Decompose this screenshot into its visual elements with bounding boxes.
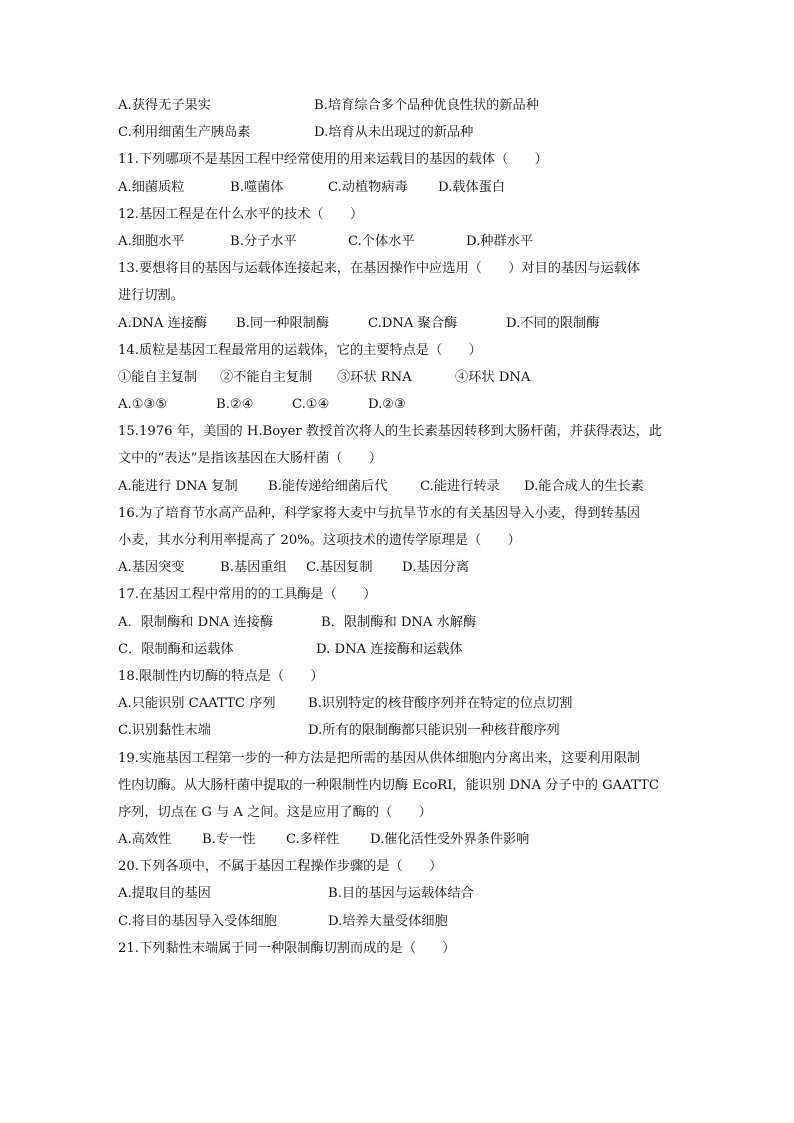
answer-option: D.催化活性受外界条件影响 xyxy=(370,832,530,848)
answer-option: A.细胞水平 xyxy=(118,233,185,249)
answer-option: C.利用细菌生产胰岛素 xyxy=(118,125,251,141)
option-row xyxy=(118,92,688,119)
answer-option: B．限制酶和 DNA 水解酶 xyxy=(321,614,477,630)
answer-option: A．限制酶和 DNA 连接酶 xyxy=(118,614,274,630)
question-text: 12.基因工程是在什么水平的技术（ ） xyxy=(118,206,364,222)
answer-option: ①能自主复制 xyxy=(118,369,198,385)
answer-option: B.基因重组 xyxy=(220,560,287,576)
answer-option: C.①④ xyxy=(292,397,330,413)
answer-option: C.识别黏性末端 xyxy=(118,723,211,739)
option-row xyxy=(118,880,688,907)
answer-option: A.只能识别 CAATTC 序列 xyxy=(118,696,276,712)
answer-option: ④环状 DNA xyxy=(455,369,531,385)
option-row xyxy=(118,717,688,744)
option-row xyxy=(118,636,688,663)
option-row xyxy=(118,391,688,418)
answer-option: D.所有的限制酶都只能识别一种核苷酸序列 xyxy=(308,723,560,739)
answer-option: A.①③⑤ xyxy=(118,397,168,413)
option-row xyxy=(118,228,688,255)
question-text: 19.实施基因工程第一步的一种方法是把所需的基因从供体细胞内分离出来，这要利用限制 xyxy=(118,750,641,766)
answer-option: D.培育从未出现过的新品种 xyxy=(314,125,474,141)
answer-option: D.不同的限制酶 xyxy=(506,315,600,331)
answer-option: B.专一性 xyxy=(202,832,256,848)
answer-option: B.识别特定的核苷酸序列并在特定的位点切割 xyxy=(308,696,573,712)
question-text: 18.限制性内切酶的特点是（ ） xyxy=(118,668,324,684)
question-text: 序列，切点在 G 与 A 之间。这是应用了酶的（ ） xyxy=(118,804,432,820)
question-text: 20.下列各项中，不属于基因工程操作步骤的是（ ） xyxy=(118,859,443,875)
answer-option: B.②④ xyxy=(216,397,254,413)
answer-option: A.DNA 连接酶 xyxy=(118,315,208,331)
answer-option: A.高效性 xyxy=(118,832,172,848)
answer-option: A.能进行 DNA 复制 xyxy=(118,478,238,494)
answer-option: C.能进行转录 xyxy=(420,478,500,494)
option-row xyxy=(118,364,688,391)
question-text: 14.质粒是基因工程最常用的运载体，它的主要特点是（ ） xyxy=(118,342,482,358)
option-row xyxy=(118,174,688,201)
question-text: 性内切酶。从大肠杆菌中提取的一种限制性内切酶 EcoRI，能识别 DNA 分子中的 GAATTC xyxy=(118,777,659,793)
answer-option: B.同一种限制酶 xyxy=(236,315,330,331)
answer-option: B.分子水平 xyxy=(230,233,297,249)
option-row xyxy=(118,554,688,581)
answer-option: A.提取目的基因 xyxy=(118,886,211,902)
answer-option: C.将目的基因导入受体细胞 xyxy=(118,913,277,929)
answer-option: A.获得无子果实 xyxy=(118,98,211,113)
option-row xyxy=(118,119,688,146)
question-text: 13.要想将目的基因与运载体连接起来，在基因操作中应选用（ ）对目的基因与运载体 xyxy=(118,261,641,277)
question-text: 17.在基因工程中常用的的工具酶是（ ） xyxy=(118,587,377,603)
answer-option: D.基因分离 xyxy=(402,560,470,576)
option-row xyxy=(118,826,688,853)
question-text: 小麦，其水分利用率提高了 20%。这项技术的遗传学原理是（ ） xyxy=(118,533,521,548)
answer-option: C.个体水平 xyxy=(348,233,415,249)
question-text: 21.下列黏性末端属于同一种限制酶切割而成的是（ ） xyxy=(118,940,456,956)
answer-option: B.噬菌体 xyxy=(230,179,284,195)
question-text: 11.下列哪项不是基因工程中经常使用的用来运载目的基因的载体（ ） xyxy=(118,152,548,168)
answer-option: A.细菌质粒 xyxy=(118,179,185,195)
option-row xyxy=(118,690,688,717)
answer-option: B.培育综合多个品种优良性状的新品种 xyxy=(314,98,539,113)
answer-option: ②不能自主复制 xyxy=(220,369,313,385)
answer-option: D.载体蛋白 xyxy=(438,179,506,195)
option-row xyxy=(118,908,688,935)
question-list xyxy=(118,92,688,962)
answer-option: D.能合成人的生长素 xyxy=(524,478,644,494)
question-text: 15.1976 年，美国的 H.Boyer 教授首次将人的生长素基因转移到大肠杆菌，并获得表达，此 xyxy=(118,424,662,440)
answer-option: B.目的基因与运载体结合 xyxy=(328,886,474,902)
question-text: 16.为了培育节水高产品种，科学家将大麦中与抗旱节水的有关基因导入小麦，得到转基因 xyxy=(118,505,641,521)
answer-option: D. DNA 连接酶和运载体 xyxy=(316,641,463,657)
option-row xyxy=(118,473,688,500)
answer-option: A.基因突变 xyxy=(118,560,185,576)
question-text: 文中的“表达”是指该基因在大肠杆菌（ ） xyxy=(118,451,383,467)
answer-option: D.种群水平 xyxy=(466,233,534,249)
answer-option: C.多样性 xyxy=(286,832,340,848)
option-row xyxy=(118,609,688,636)
answer-option: D.②③ xyxy=(368,397,406,413)
answer-option: C.DNA 聚合酶 xyxy=(368,315,458,331)
answer-option: C．限制酶和运载体 xyxy=(118,641,234,657)
answer-option: C.动植物病毒 xyxy=(328,179,408,195)
answer-option: B.能传递给细菌后代 xyxy=(268,478,388,494)
answer-option: C.基因复制 xyxy=(306,560,373,576)
answer-option: D.培养大量受体细胞 xyxy=(328,913,448,929)
question-text: 进行切割。 xyxy=(118,288,184,304)
answer-option: ③环状 RNA xyxy=(337,369,412,385)
option-row xyxy=(118,310,688,337)
